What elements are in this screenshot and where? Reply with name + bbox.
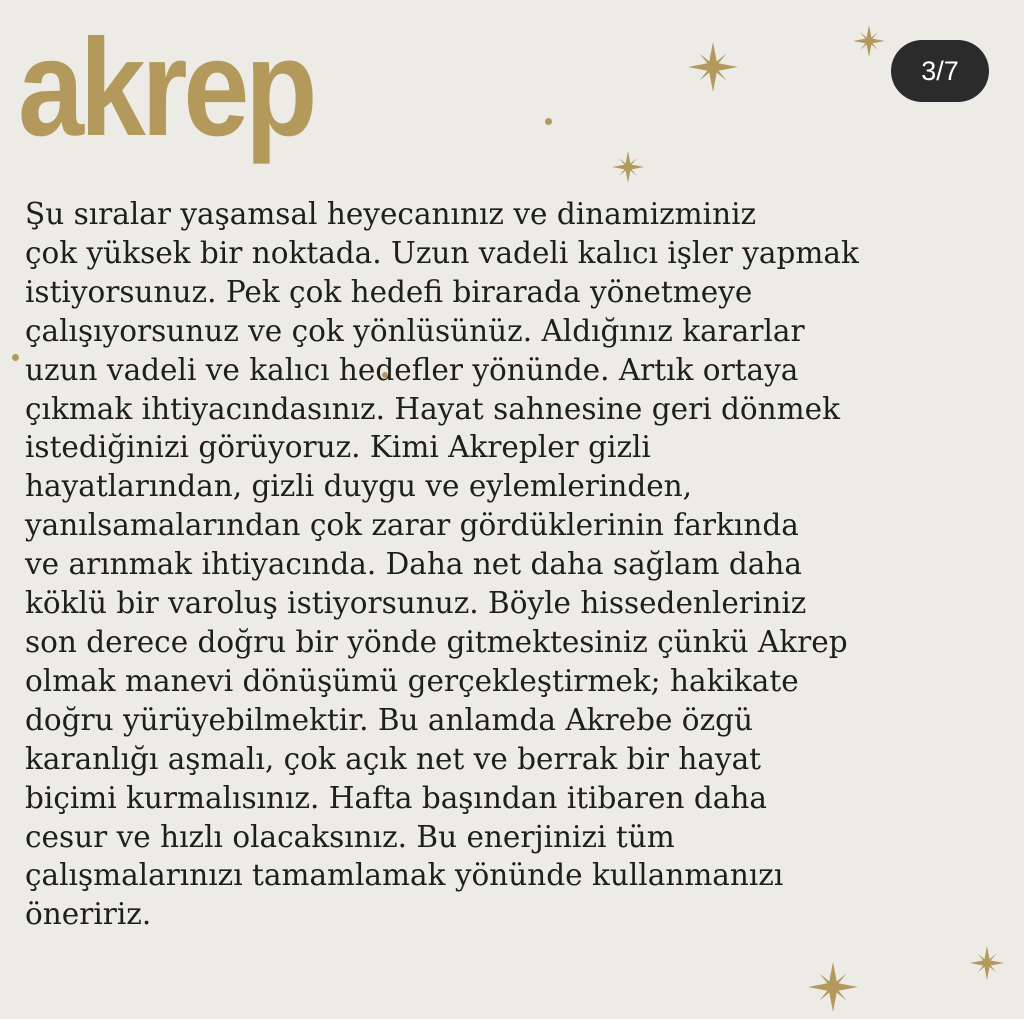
star-icon — [970, 946, 1004, 980]
horoscope-text — [25, 195, 1015, 934]
text-line: cesur ve hızlı olacaksınız. Bu enerjinizi tüm — [25, 819, 675, 854]
text-line: çıkmak ihtiyacındasınız. Hayat sahnesine geri dönmek — [25, 391, 840, 426]
text-line: biçimi kurmalısınız. Hafta başından itibaren daha — [25, 780, 767, 815]
text-line: uzun vadeli ve kalıcı hedefler yönünde. Artık ortaya — [25, 352, 799, 387]
text-line: yanılsamalarından çok zarar gördüklerinin farkında — [25, 508, 799, 543]
star-icon — [853, 25, 885, 57]
dot-icon — [12, 354, 19, 361]
text-line: çalışıyorsunuz ve çok yönlüsünüz. Aldığınız kararlar — [25, 313, 805, 348]
star-icon — [612, 151, 644, 183]
page-title: akrep — [18, 11, 314, 165]
text-line: istiyorsunuz. Pek çok hedefi birarada yönetmeye — [25, 274, 753, 309]
text-line: son derece doğru bir yönde gitmektesiniz çünkü Akrep — [25, 624, 848, 659]
star-icon — [808, 962, 858, 1012]
text-line: öneririz. — [25, 897, 152, 932]
text-line: olmak manevi dönüşümü gerçekleştirmek; hakikate — [25, 663, 799, 698]
text-line: doğru yürüyebilmektir. Bu anlamda Akrebe özgü — [25, 702, 753, 737]
text-line: karanlığı aşmalı, çok açık net ve berrak bir hayat — [25, 741, 762, 776]
text-line: çok yüksek bir noktada. Uzun vadeli kalıcı işler yapmak — [25, 235, 859, 270]
text-line: köklü bir varoluş istiyorsunuz. Böyle hissedenleriniz — [25, 586, 807, 621]
dot-icon — [545, 118, 552, 125]
text-line: istediğinizi görüyoruz. Kimi Akrepler gizli — [25, 430, 651, 465]
text-line: hayatlarından, gizli duygu ve eylemlerinden, — [25, 469, 693, 504]
text-line: Şu sıralar yaşamsal heyecanınız ve dinamizminiz — [25, 197, 757, 231]
star-icon — [688, 42, 738, 92]
page-indicator-badge: 3/7 — [891, 40, 989, 102]
text-line: çalışmalarınızı tamamlamak yönünde kullanmanızı — [25, 858, 784, 893]
text-line: ve arınmak ihtiyacında. Daha net daha sağlam daha — [25, 547, 802, 582]
